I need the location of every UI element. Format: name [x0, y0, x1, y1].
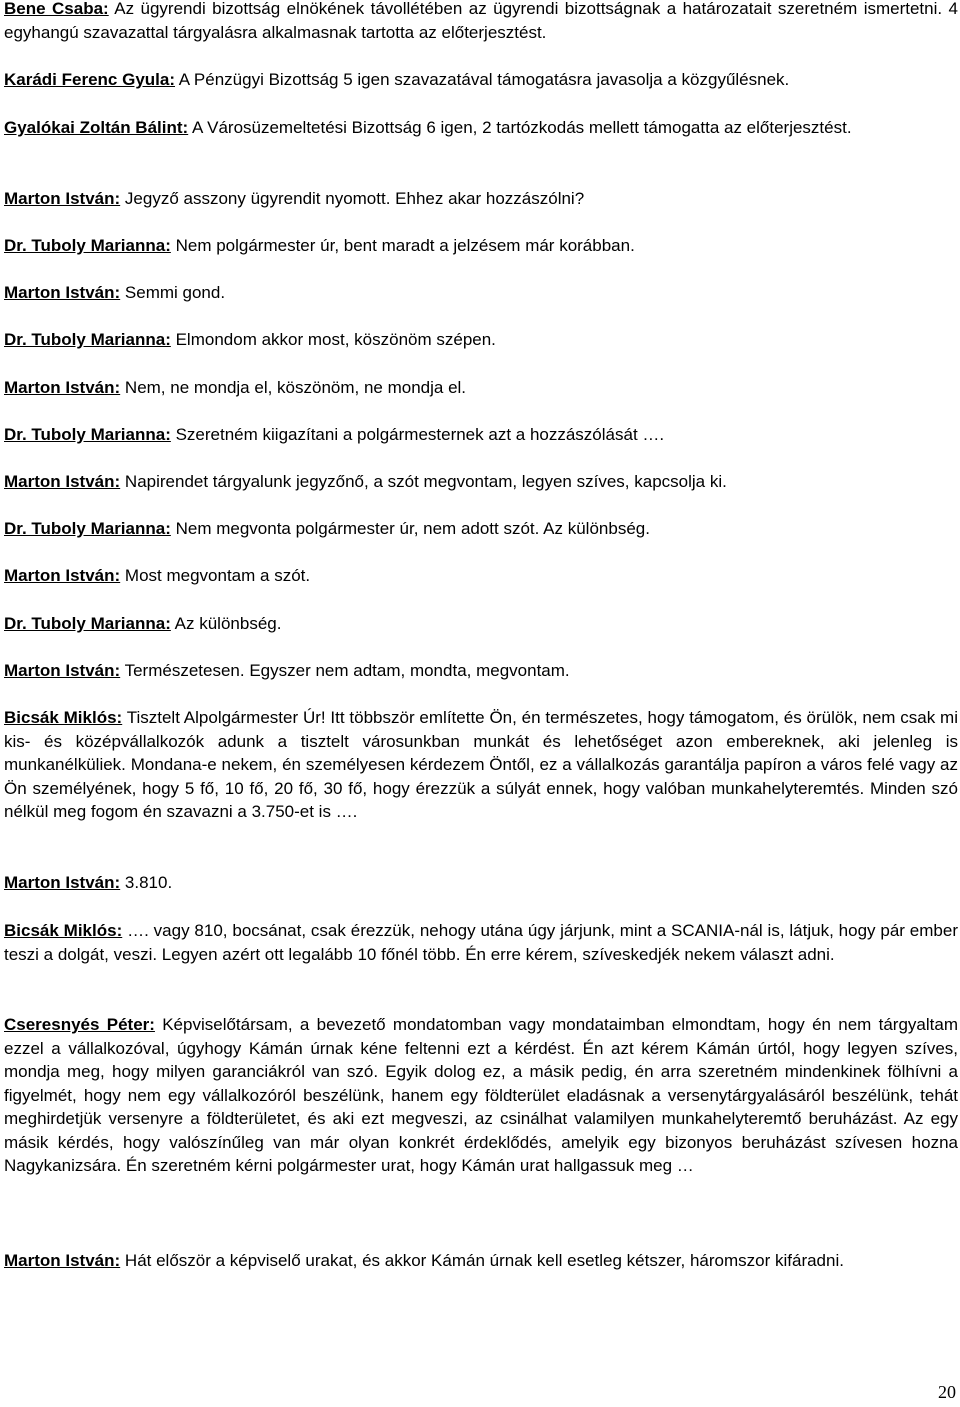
paragraph-text: Az ügyrendi bizottság elnökének távollétében az ügyrendi bizottságnak a határozatait szeretném ismertetni. 4 egyhangú szavazattal tárgyalásra alkalmasnak tartotta az előterjesztést.	[4, 0, 959, 42]
paragraph-text: Hát először a képviselő urakat, és akkor Kámán úrnak kell esetleg kétszer, háromszor kifáradni.	[120, 1251, 844, 1270]
paragraph	[4, 470, 958, 494]
paragraph	[4, 919, 958, 966]
paragraph	[4, 871, 958, 895]
paragraph	[4, 116, 958, 140]
speaker-name: Marton István:	[4, 189, 121, 208]
paragraph-text: A Városüzemeltetési Bizottság 6 igen, 2 tartózkodás mellett támogatta az előterjesztést.	[188, 118, 852, 137]
paragraph-text: Szeretném kiigazítani a polgármesternek azt a hozzászólását ….	[170, 425, 665, 444]
paragraph-text: Napirendet tárgyalunk jegyzőnő, a szót megvontam, legyen szíves, kapcsolja ki.	[120, 472, 727, 491]
speaker-name: Marton István:	[4, 566, 121, 585]
speaker-name: Bicsák Miklós:	[4, 921, 123, 940]
speaker-name: Dr. Tuboly Marianna:	[4, 425, 171, 444]
paragraph-text: Természetesen. Egyszer nem adtam, mondta, megvontam.	[120, 661, 570, 680]
paragraph-text: Képviselőtársam, a bevezető mondatomban vagy mondataimban elmondtam, hogy én nem tárgyaltam ezzel a vállalkozóval, úgyhogy Kámán úrnak kéne feltenni ezt a kérdést. Én azt kérem Kámán úrtól, hogy legyen szíves, mondja meg, hogy milyen garanciákról van szó. Egyik dolog ez, a másik pedig, én arra szeretném mindenkinek fölhívni a figyelmét, hogy nem egy vállalkozóról beszélünk, hanem egy földterület eladásnak a versenytárgyalásáról beszélünk, tehát meghirdetjük versenyre a földterületet, és aki ezt megveszi, az csinálhat valamilyen munkahelyteremtő beruházást. Az egy másik kérdés, hogy valószínűleg van már olyan konkrét érdeklődés, amelyik egy bizonyos beruházást szívesen hozna Nagykanizsára. Én szeretném kérni polgármester urat, hogy Kámán urat hallgassuk meg …	[4, 1015, 958, 1175]
paragraph	[4, 706, 958, 824]
paragraph-text: Semmi gond.	[120, 283, 226, 302]
paragraph-text: A Pénzügyi Bizottság 5 igen szavazatával támogatásra javasolja a közgyűlésnek.	[175, 70, 790, 89]
paragraph-text: Nem polgármester úr, bent maradt a jelzésem már korábban.	[170, 236, 635, 255]
paragraph	[4, 0, 958, 44]
paragraph-text: Az különbség.	[170, 614, 282, 633]
speaker-name: Karádi Ferenc Gyula:	[4, 70, 176, 89]
speaker-name: Dr. Tuboly Marianna:	[4, 614, 171, 633]
speaker-name: Marton István:	[4, 1251, 121, 1270]
paragraph	[4, 187, 958, 211]
speaker-name: Marton István:	[4, 283, 121, 302]
paragraph	[4, 423, 958, 447]
paragraph-text: Nem megvonta polgármester úr, nem adott szót. Az különbség.	[170, 519, 650, 538]
paragraph	[4, 659, 958, 683]
speaker-name: Marton István:	[4, 378, 121, 397]
speaker-name: Marton István:	[4, 873, 121, 892]
paragraph-text: Elmondom akkor most, köszönöm szépen.	[170, 330, 496, 349]
paragraph	[4, 1249, 958, 1273]
paragraph-text: Nem, ne mondja el, köszönöm, ne mondja el.	[120, 378, 467, 397]
paragraph-text: Jegyző asszony ügyrendit nyomott. Ehhez akar hozzászólni?	[120, 189, 585, 208]
speaker-name: Marton István:	[4, 472, 121, 491]
paragraph	[4, 612, 958, 636]
paragraph	[4, 564, 958, 588]
speaker-name: Bicsák Miklós:	[4, 708, 123, 727]
paragraph	[4, 376, 958, 400]
speaker-name: Marton István:	[4, 661, 121, 680]
paragraph	[4, 234, 958, 258]
paragraph	[4, 1013, 958, 1178]
speaker-name: Gyalókai Zoltán Bálint:	[4, 118, 189, 137]
paragraph	[4, 517, 958, 541]
speaker-name: Cseresnyés Péter:	[4, 1015, 155, 1034]
paragraph-text: Tisztelt Alpolgármester Úr! Itt többször említette Ön, én természetes, hogy támogatom, és örülök, nem csak mi kis- és középvállalkozók adunk a tisztelt városunkban munkát és lehetőséget azon embereknek, aki jelenleg is munkanélküliek. Mondana-e nekem, én személyesen kérdezem Öntől, ez a vállalkozás garantálja papíron a város felé vagy az Ön személyének, hogy 5 fő, 10 fő, 20 fő, 30 fő, hogy érezzük a súlyát ennek, hogy valóban munkahelyteremtés. Minden szó nélkül meg fogom én szavazni a 3.750-et is ….	[4, 708, 958, 821]
paragraph	[4, 68, 958, 92]
speaker-name: Dr. Tuboly Marianna:	[4, 330, 171, 349]
speaker-name: Dr. Tuboly Marianna:	[4, 236, 171, 255]
paragraph	[4, 328, 958, 352]
speaker-name: Bene Csaba:	[4, 0, 109, 18]
paragraph-text: Most megvontam a szót.	[120, 566, 311, 585]
speaker-name: Dr. Tuboly Marianna:	[4, 519, 171, 538]
page-number: 20	[938, 1382, 956, 1402]
paragraph-text: …. vagy 810, bocsánat, csak érezzük, nehogy utána úgy járjunk, mint a SCANIA-nál is, látjuk, hogy pár ember teszi a dolgát, veszi. Legyen azért ott legalább 10 főnél több. Én erre kérem, szíveskedjék nekem választ adni.	[4, 921, 958, 964]
paragraph	[4, 281, 958, 305]
paragraph-text: 3.810.	[120, 873, 173, 892]
